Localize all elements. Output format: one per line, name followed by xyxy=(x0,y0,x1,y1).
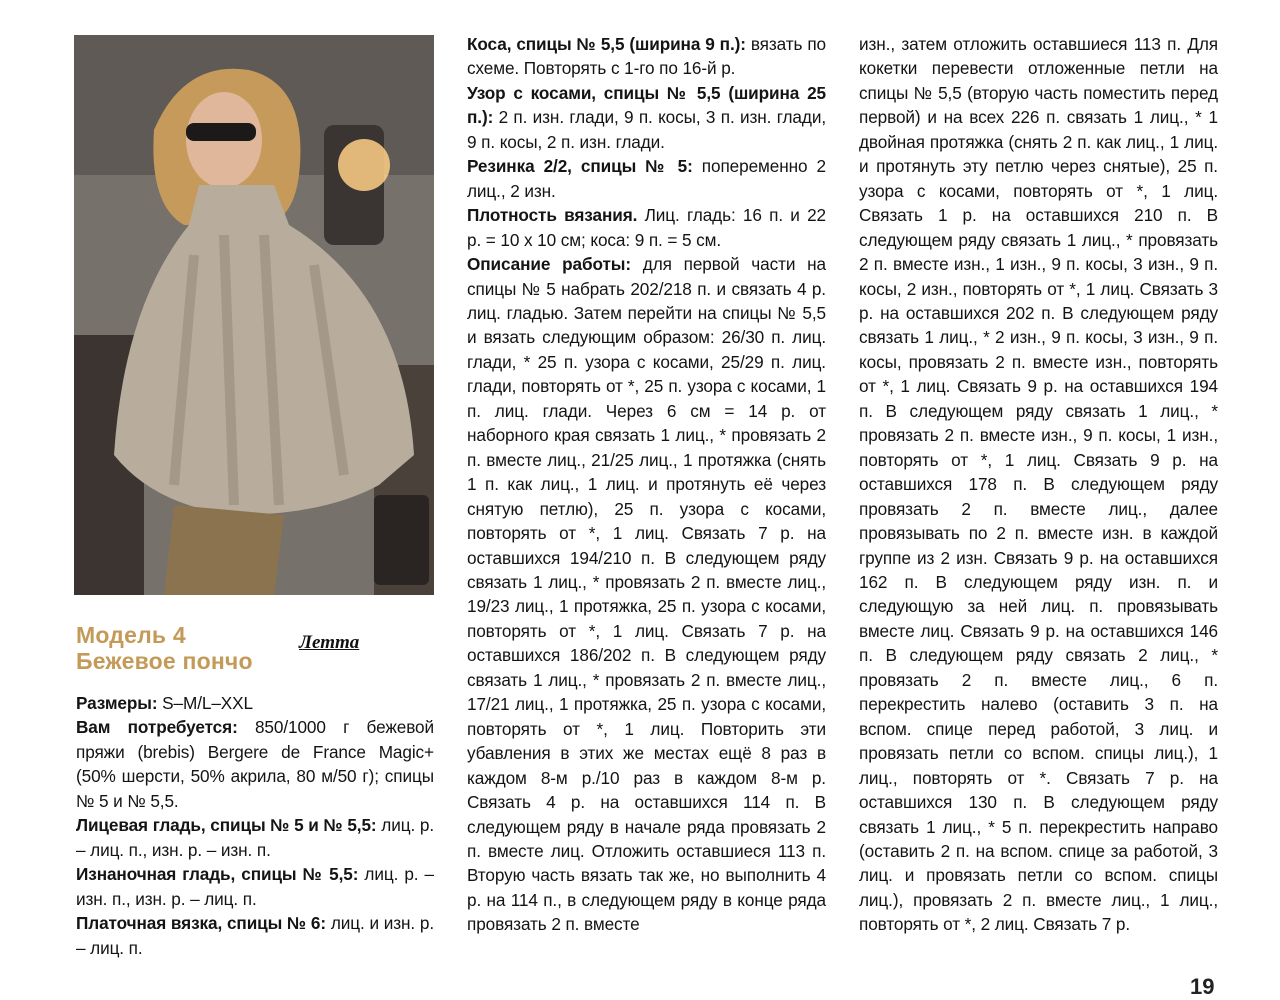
paragraph xyxy=(859,32,1218,937)
paragraph xyxy=(76,911,434,960)
model-number: Модель 4 xyxy=(76,622,186,648)
paragraph-text: лиц. и изн. р. – лиц. п. xyxy=(76,913,434,958)
paragraph-label: Платочная вязка, спицы № 6: xyxy=(76,913,327,934)
paragraph-label: Изнаночная гладь, спицы № 5,5: xyxy=(76,864,359,885)
woman-in-poncho-photo xyxy=(74,35,434,595)
paragraph-text: лиц. р. – лиц. п., изн. р. – изн. п. xyxy=(76,815,435,860)
paragraph xyxy=(467,32,826,81)
paragraph-text: для первой части на спицы № 5 набрать 202/218 п. и связать 4 р. лиц. гладью. Затем перейти на спицы № 5,5 и вязать следующим образом: 26/30 п. лиц. глади, * 25 п. узора с косами, 25/29 п. лиц. глади, повторять от *, 25 п. узора с косами, 1 п. лиц. глади. Через 6 см = 14 р. от наборного края связать 1 лиц., * провязать 2 п. вместе лиц., 21/25 лиц., 1 протяжка (снять 1 п. как лиц., 1 лиц. и протянуть её через снятую петлю), 25 п. узора с косами, повторять от *, 1 лиц. Связать 7 р. на оставшихся 194/210 п. В следующем ряду связать 1 лиц., * провязать 2 п. вместе лиц., 19/23 лиц., 1 протяжка, 25 п. узора с косами, повторять от *, 1 лиц. Связать 7 р. на оставшихся 186/202 п. В следующем ряду связать 1 лиц., * провязать 2 п. вместе лиц., 17/21 лиц., 1 протяжка, 25 п. узора с косами, повторять от *, 1 лиц. Повторить эти убавления в этих же местах ещё 8 раз в каждом 8-м р./10 раз в каждом 8-м р. Связать 4 р. на оставшихся 114 п. В следующем ряду в начале ряда провязать 2 п. вместе лиц. Отложить оставшиеся 113 п. Вторую часть вязать так же, но выполнить 4 р. на 114 п., в следующем ряду в конце ряда провязать 2 п. вместе xyxy=(467,254,827,935)
paragraph xyxy=(467,81,826,154)
paragraph xyxy=(467,252,826,937)
paragraph xyxy=(76,691,434,715)
paragraph-text: попеременно 2 лиц., 2 изн. xyxy=(467,156,826,201)
paragraph-label: Лицевая гладь, спицы № 5 и № 5,5: xyxy=(76,815,377,836)
paragraph-text: S–M/L–XXL xyxy=(157,693,253,713)
model-name: Бежевое пончо xyxy=(76,648,253,674)
paragraph-label: Резинка 2/2, спицы № 5: xyxy=(467,156,693,177)
text-column-2 xyxy=(467,32,826,937)
paragraph xyxy=(76,715,434,813)
paragraph-text: 2 п. изн. глади, 9 п. косы, 3 п. изн. глади, 9 п. косы, 2 п. изн. глади. xyxy=(467,107,826,152)
paragraph-label: Вам потребуется: xyxy=(76,717,238,738)
paragraph-text: Лиц. гладь: 16 п. и 22 р. = 10 х 10 см; коса: 9 п. = 5 см. xyxy=(467,205,826,250)
text-column-3 xyxy=(859,32,1218,937)
paragraph xyxy=(467,203,826,252)
paragraph xyxy=(76,813,434,862)
paragraph-label: Плотность вязания. xyxy=(467,205,638,226)
paragraph xyxy=(76,862,434,911)
paragraph-text: 850/1000 г бежевой пряжи (brebis) Bergere de France Magic+ (50% шерсти, 50% акрила, 80 м/50 г); спицы № 5 и № 5,5. xyxy=(76,717,434,811)
paragraph xyxy=(467,154,826,203)
paragraph-text: вязать по схеме. Повторять с 1-го по 16-й р. xyxy=(467,34,826,79)
page-number: 19 xyxy=(1190,974,1215,999)
paragraph-text: изн., затем отложить оставшиеся 113 п. Для кокетки перевести отложенные петли на спицы № 5,5 (вторую часть поместить перед первой) и на всех 226 п. связать 1 лиц., * 1 двойная протяжка (снять 2 п. как лиц., 1 лиц. и протянуть эту петлю через снятые), 25 п. узора с косами, повторять от *, 1 лиц. Связать 1 р. на оставшихся 210 п. В следующем ряду связать 1 лиц., * провязать 2 п. вместе изн., 1 изн., 9 п. косы, 3 изн., 9 п. косы, 2 изн., повторять от *, 1 лиц. Связать 3 р. на оставшихся 202 п. В следующем ряду связать 1 лиц., * 2 изн., 9 п. косы, 3 изн., 9 п. косы, провязать 2 п. вместе изн., повторять от *, 1 лиц. Связать 9 р. на оставшихся 194 п. В следующем ряду связать 1 лиц., * провязать 2 п. вместе изн., 9 п. косы, 1 изн., повторять от *, 1 лиц. Связать 9 р. на оставшихся 178 п. В следующем ряду провязать 2 п. вместе лиц., далее провязывать по 2 п. вместе изн. в каждой группе из 2 изн. Связать 9 р. на оставшихся 162 п. В следующем ряду изн. п. и следующую за ней лиц. п. провязывать вместе лиц. Связать 9 р. на оставшихся 146 п. В следующем ряду связать 2 лиц., * провязать 2 п. вместе лиц., 6 п. перекрестить налево (оставить 3 п. на вспом. спице перед работой, 3 лиц. и провязать петли со вспом. спицы лиц.), 1 лиц., повторять от *. Связать 7 р. на оставшихся 130 п. В следующем ряду связать 1 лиц., * 5 п. перекрестить направо (оставить 2 п. на вспом. спице за работой, 3 лиц. и провязать петли со вспом. спицы лиц.), провязать 2 п. вместе лиц., 1 лиц., повторять от *, 2 лиц. Связать 7 р. xyxy=(859,34,1218,935)
paragraph-label: Описание работы: xyxy=(467,254,631,275)
model-title xyxy=(76,622,253,674)
paragraph-text: лиц. р. – изн. п., изн. р. – лиц. п. xyxy=(76,864,434,909)
author-name: Летта xyxy=(299,632,360,653)
paragraph-label: Коса, спицы № 5,5 (ширина 9 п.): xyxy=(467,34,746,54)
paragraph-label: Размеры: xyxy=(76,693,158,713)
text-column-1 xyxy=(76,691,434,960)
paragraph-label: Узор с косами, спицы № 5,5 (ширина 25 п.): xyxy=(467,82,826,128)
